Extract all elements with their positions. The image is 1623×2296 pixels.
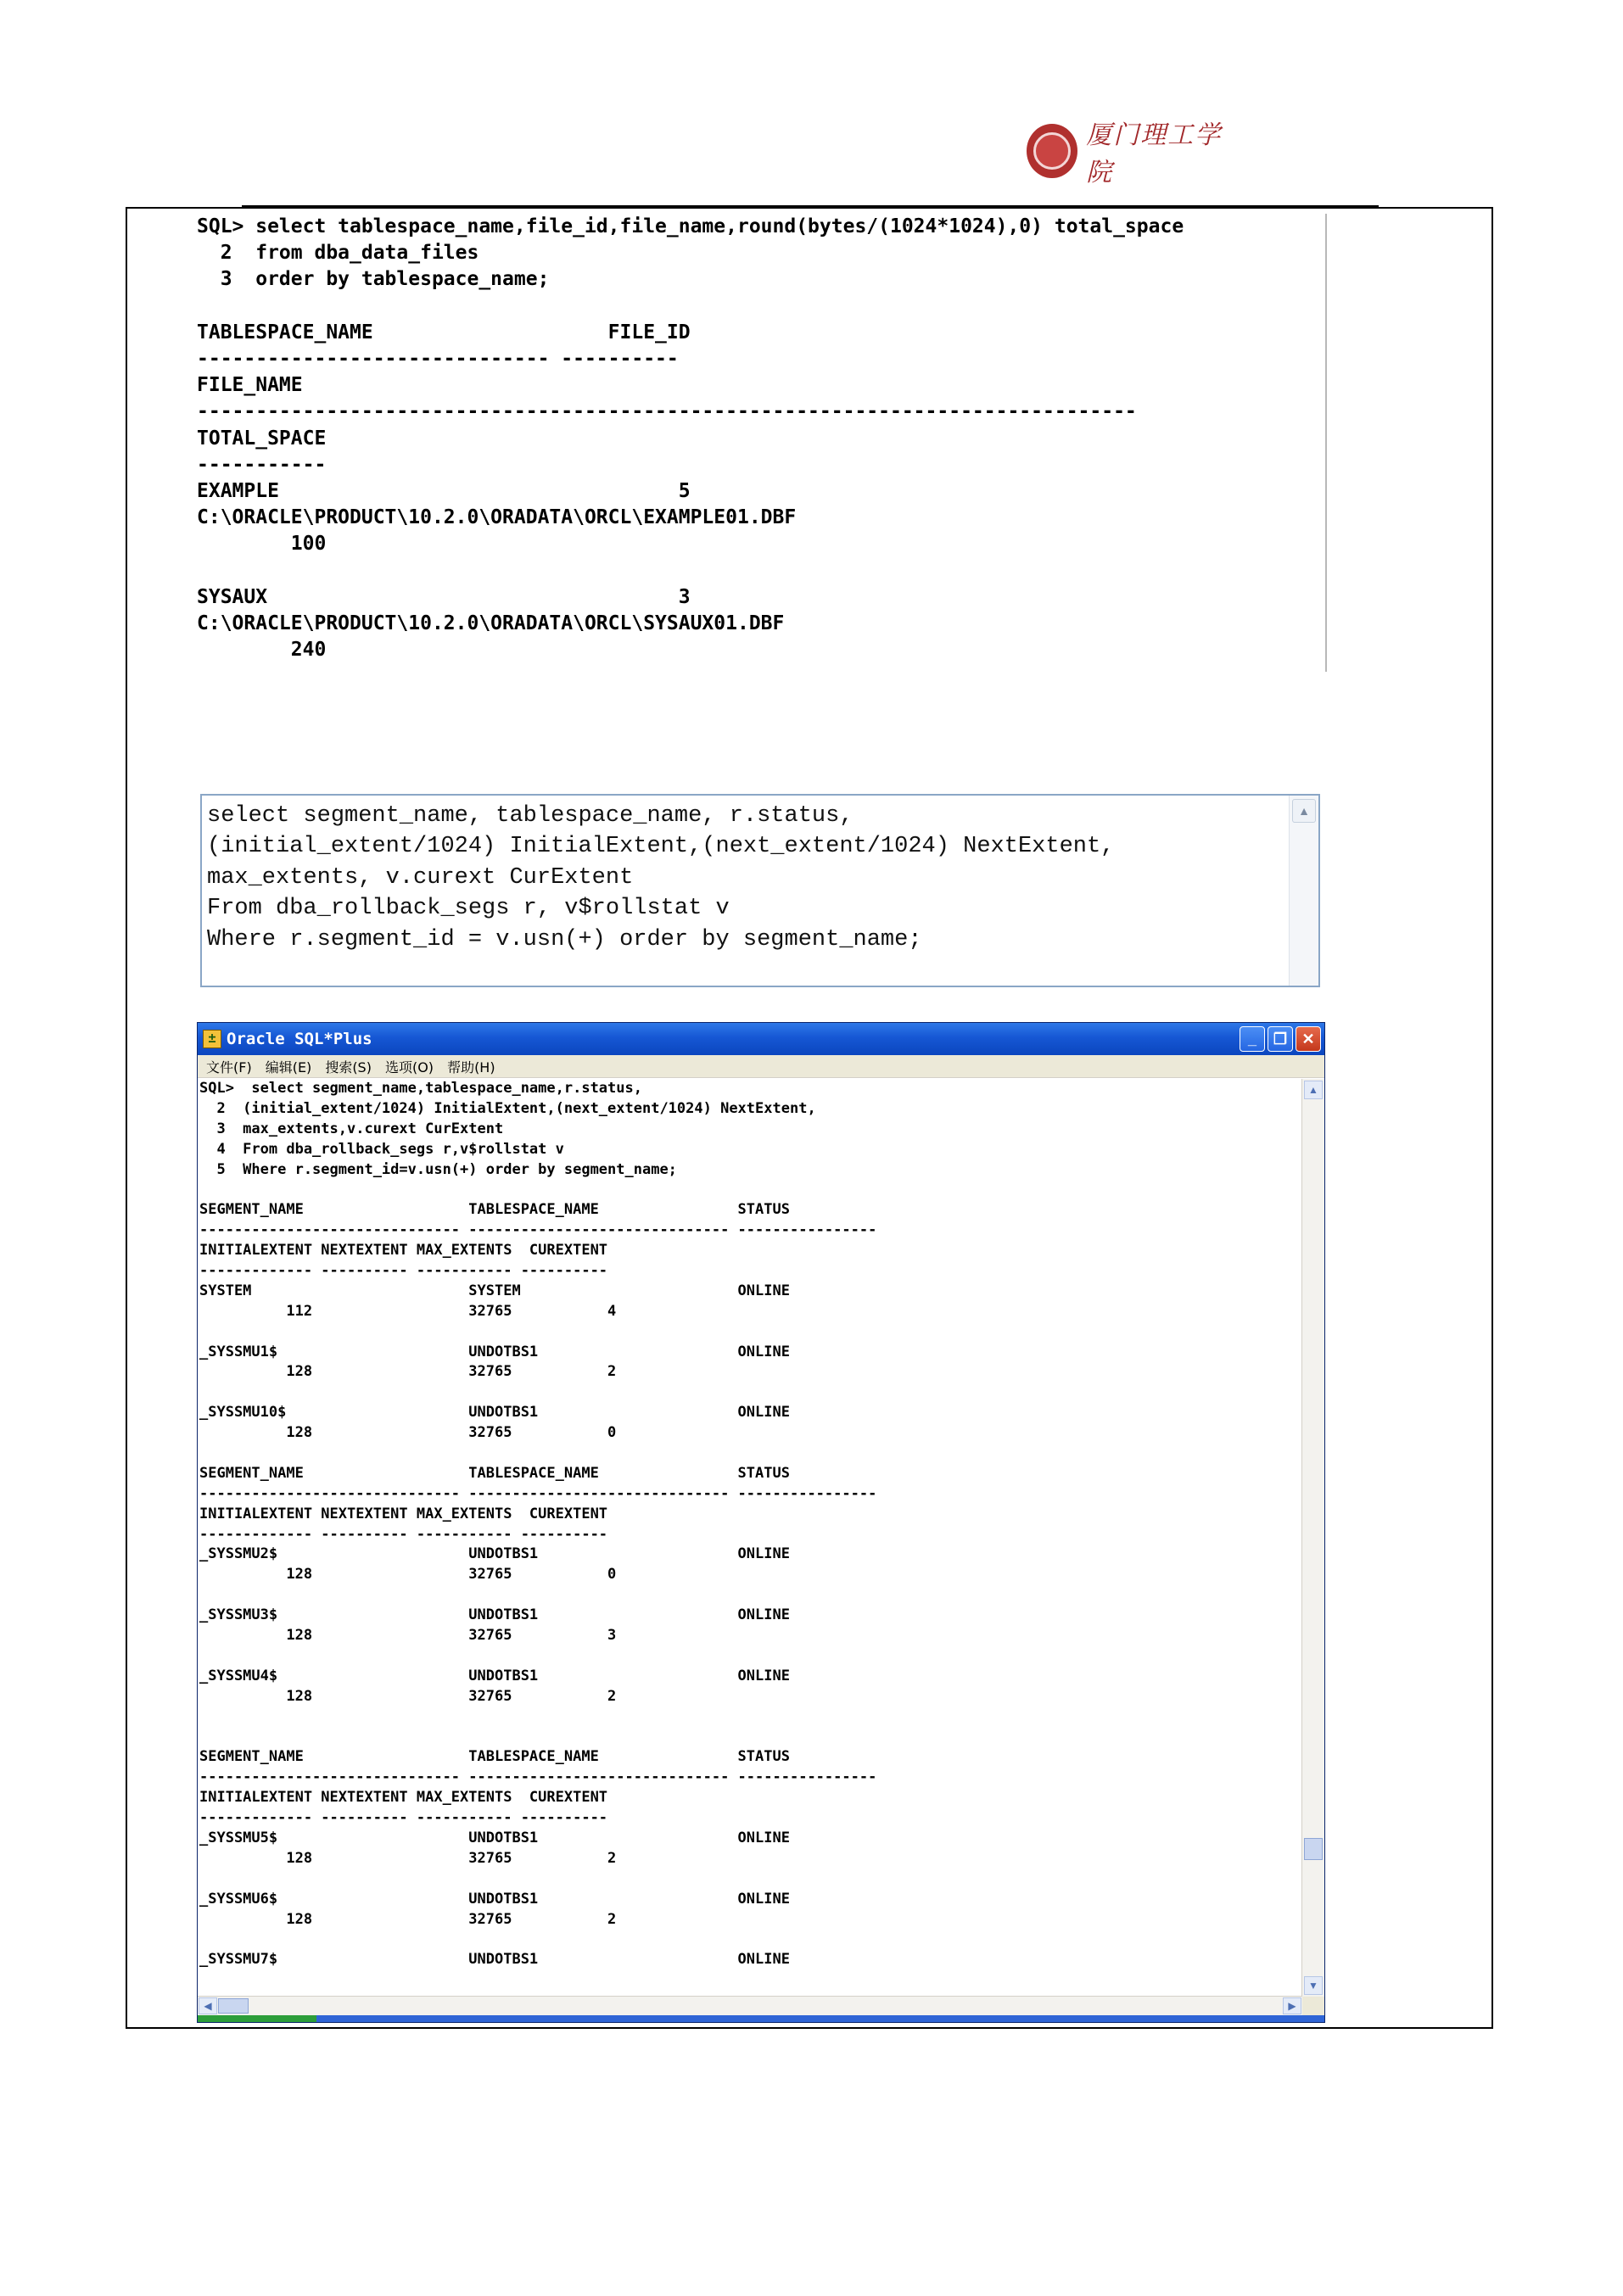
scroll-corner [1302, 1997, 1324, 2015]
console-line: 4 From dba_rollback_segs r,v$rollstat v [199, 1140, 564, 1158]
terminal-line: 100 [197, 533, 327, 556]
terminal-output-1 [197, 214, 1327, 672]
terminal-line: ------------------------------ ---------- [197, 347, 679, 370]
console-line: ------------------------------ ------------------------------ ---------------- [199, 1484, 877, 1502]
console-line [199, 1322, 1302, 1343]
console-line: INITIALEXTENT NEXTEXTENT MAX_EXTENTS CUREXTENT [199, 1505, 608, 1522]
code-line: Where r.segment_id = v.usn(+) order by segment_name; [207, 926, 922, 952]
school-logo [1027, 119, 1239, 187]
school-seal-icon [1027, 124, 1077, 178]
console-line: INITIALEXTENT NEXTEXTENT MAX_EXTENTS CUREXTENT [199, 1789, 608, 1807]
terminal-line: 3 order by tablespace_name; [197, 268, 550, 291]
title-bar[interactable] [198, 1023, 1324, 1055]
code-editor[interactable] [200, 794, 1320, 987]
console-line: SEGMENT_NAME TABLESPACE_NAME STATUS [199, 1748, 790, 1766]
console-line: 128 32765 0 [199, 1424, 617, 1442]
terminal-line [197, 293, 1325, 320]
console-line [199, 1646, 1302, 1667]
console-output[interactable] [199, 1079, 1302, 1997]
console-line: 128 32765 3 [199, 1627, 617, 1645]
scroll-thumb[interactable] [1304, 1838, 1323, 1860]
console-line: _SYSSMU10$ UNDOTBS1 ONLINE [199, 1404, 790, 1422]
terminal-line: ----------- [197, 453, 327, 476]
divider [242, 205, 1379, 208]
console-line: 128 32765 2 [199, 1687, 617, 1705]
console-line: ------------------------------ ------------------------------ ---------------- [199, 1221, 877, 1239]
terminal-line: TABLESPACE_NAME FILE_ID [197, 321, 691, 344]
minimize-icon[interactable]: _ [1240, 1026, 1265, 1052]
scroll-up-icon[interactable]: ▲ [1292, 799, 1316, 823]
code-line: From dba_rollback_segs r, v$rollstat v [207, 896, 730, 922]
terminal-line: EXAMPLE 5 [197, 479, 691, 502]
terminal-line: FILE_NAME [197, 374, 303, 397]
terminal-line: SYSAUX 3 [197, 585, 691, 608]
console-line: ------------- ---------- ----------- ---------- [199, 1262, 608, 1280]
console-line [199, 1707, 1302, 1728]
code-line: (initial_extent/1024) InitialExtent,(next_extent/1024) NextExtent, [207, 834, 1115, 860]
console-line [199, 1585, 1302, 1606]
console-line: ------------- ---------- ----------- ---------- [199, 1809, 608, 1827]
console-line: 128 32765 2 [199, 1910, 617, 1928]
console-line: ------------- ---------- ----------- ---------- [199, 1525, 608, 1543]
terminal-line [197, 557, 1325, 584]
console-line: _SYSSMU2$ UNDOTBS1 ONLINE [199, 1545, 790, 1563]
horizontal-scrollbar[interactable] [198, 1996, 1302, 2015]
code-line: max_extents, v.curext CurExtent [207, 864, 634, 891]
terminal-line: C:\ORACLE\PRODUCT\10.2.0\ORADATA\ORCL\SYSAUX01.DBF [197, 612, 785, 634]
scroll-thumb[interactable] [218, 1998, 249, 2014]
console-line: _SYSSMU7$ UNDOTBS1 ONLINE [199, 1951, 790, 1969]
console-line [199, 1728, 1302, 1748]
vertical-scrollbar[interactable] [1289, 796, 1318, 986]
menu-options[interactable]: 选项(O) [384, 1059, 434, 1075]
window-title: Oracle SQL*Plus [227, 1030, 372, 1048]
console-line [199, 1869, 1302, 1890]
taskbar-strip [198, 2015, 1324, 2022]
menu-help[interactable]: 帮助(H) [447, 1059, 495, 1075]
terminal-line: 240 [197, 639, 327, 661]
sqlplus-window [197, 1022, 1325, 2023]
menu-file[interactable]: 文件(F) [206, 1059, 252, 1075]
close-icon[interactable]: ✕ [1296, 1026, 1321, 1052]
console-line: _SYSSMU4$ UNDOTBS1 ONLINE [199, 1667, 790, 1684]
scroll-right-icon[interactable]: ▶ [1283, 1997, 1301, 2014]
terminal-line: TOTAL_SPACE [197, 427, 327, 450]
console-line: 112 32765 4 [199, 1302, 617, 1320]
console-line: SYSTEM SYSTEM ONLINE [199, 1282, 790, 1299]
restore-icon[interactable]: ❐ [1268, 1026, 1293, 1052]
console-line: ------------------------------ ------------------------------ ---------------- [199, 1768, 877, 1786]
console-line: SEGMENT_NAME TABLESPACE_NAME STATUS [199, 1201, 790, 1219]
code-line: select segment_name, tablespace_name, r.status, [207, 803, 853, 829]
vertical-scrollbar[interactable] [1301, 1079, 1324, 1997]
console-line: 2 (initial_extent/1024) InitialExtent,(next_extent/1024) NextExtent, [199, 1099, 816, 1117]
menu-edit[interactable]: 编辑(E) [265, 1059, 312, 1075]
console-line: _SYSSMU3$ UNDOTBS1 ONLINE [199, 1606, 790, 1624]
terminal-line: 2 from dba_data_files [197, 242, 479, 265]
menu-search[interactable]: 搜索(S) [325, 1059, 372, 1075]
console-line: 128 32765 2 [199, 1363, 617, 1381]
console-line: _SYSSMU1$ UNDOTBS1 ONLINE [199, 1343, 790, 1360]
console-line: 3 max_extents,v.curext CurExtent [199, 1120, 504, 1137]
console-line: _SYSSMU5$ UNDOTBS1 ONLINE [199, 1829, 790, 1846]
console-line: INITIALEXTENT NEXTEXTENT MAX_EXTENTS CUREXTENT [199, 1242, 608, 1260]
console-line: SEGMENT_NAME TABLESPACE_NAME STATUS [199, 1464, 790, 1482]
console-line: 128 32765 2 [199, 1849, 617, 1867]
terminal-line: C:\ORACLE\PRODUCT\10.2.0\ORADATA\ORCL\EXAMPLE01.DBF [197, 506, 797, 529]
scroll-left-icon[interactable]: ◀ [199, 1997, 217, 2014]
console-line: _SYSSMU6$ UNDOTBS1 ONLINE [199, 1890, 790, 1908]
console-line [199, 1180, 1302, 1200]
oracle-app-icon: ± [203, 1030, 221, 1048]
logo-text: 厦门理工学院 [1086, 120, 1223, 187]
console-line [199, 1383, 1302, 1403]
scroll-up-icon[interactable]: ▲ [1304, 1081, 1323, 1099]
terminal-line: -------------------------------------------------------------------------------- [197, 400, 1137, 423]
console-line [199, 1444, 1302, 1464]
code-text [207, 801, 1284, 955]
terminal-line: SQL> select tablespace_name,file_id,file_name,round(bytes/(1024*1024),0) total_space [197, 215, 1184, 237]
console-line: 5 Where r.segment_id=v.usn(+) order by segment_name; [199, 1160, 677, 1178]
console-line [199, 1930, 1302, 1950]
scroll-down-icon[interactable]: ▼ [1304, 1976, 1323, 1995]
console-line: SQL> select segment_name,tablespace_name,r.status, [199, 1080, 642, 1097]
menu-bar [198, 1055, 1324, 1078]
console-line: 128 32765 0 [199, 1566, 617, 1584]
